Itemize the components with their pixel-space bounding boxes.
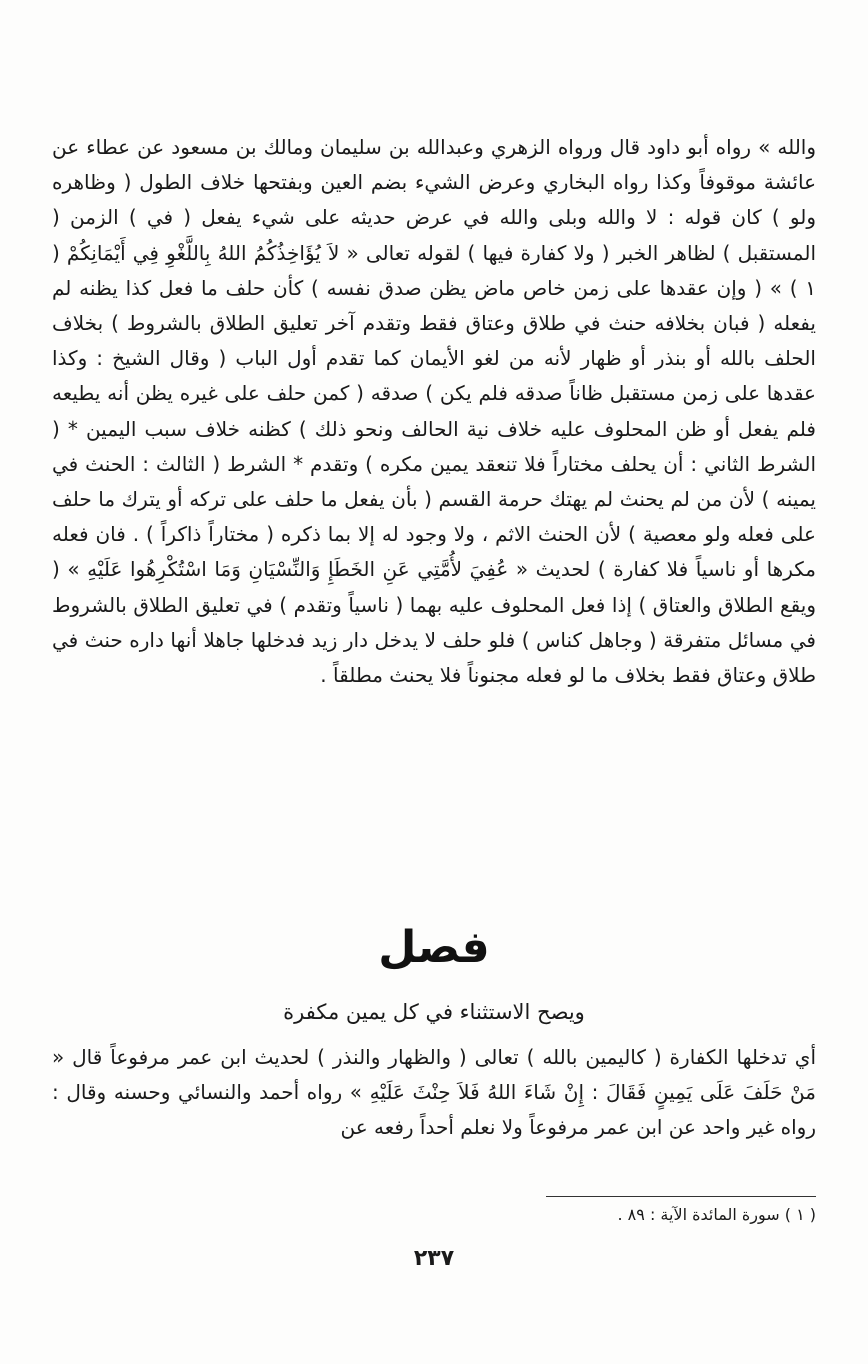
section-subtitle: ويصح الاستثناء في كل يمين مكفرة [283,1000,585,1024]
section-title: فصل [378,922,490,973]
page-number: ٢٣٧ [413,1246,455,1271]
section-paragraph: أي تدخلها الكفارة ( كاليمين بالله ) تعالى ( والظهار والنذر ) لحديث ابن عمر مرفوعاً قال « مَنْ حَلَفَ عَلَى يَمِينٍ فَقَالَ : إِنْ شَاءَ اللهُ فَلاَ حِنْثَ عَلَيْهِ » رواه أحمد والنسائي وحسنه وقال : رواه غير واحد عن ابن عمر مرفوعاً ولا نعلم أحداً رفعه عن [52,1045,816,1140]
main-text-block [52,130,816,693]
footnote-divider [546,1196,816,1197]
section-text-block [52,1040,816,1146]
main-paragraph: والله » رواه أبو داود قال ورواه الزهري وعبدالله بن سليمان ومالك بن مسعود عن عطاء عن عائشة موقوفاً وكذا رواه البخاري وعرض الشيء بضم العين وبفتحها خلاف الطول ( وظاهره ولو ) كان قوله : لا والله وبلى والله في عرض حديثه على شيء يفعل ( في ) الزمن ( المستقبل ) لظاهر الخبر ( ولا كفارة فيها ) لقوله تعالى « لاَ يُؤَاخِذُكُمُ اللهُ بِاللَّغْوِ فِي أَيْمَانِكُمْ ( ١ ) » ( وإن عقدها على زمن خاص ماض يظن صدق نفسه ) كأن حلف ما فعل كذا يظنه لم يفعله ( فبان بخلافه حنث في طلاق وعتاق فقط وتقدم آخر تعليق الطلاق بالشروط ) بخلاف الحلف بالله أو بنذر أو ظهار لأنه من لغو الأيمان كما تقدم أول الباب ( وقال الشيخ : وكذا عقدها على زمن مستقبل ظاناً صدقه فلم يكن ) صدقه ( كمن حلف على غيره يظن أنه يطيعه فلم يفعل أو ظن المحلوف عليه خلاف نية الحالف ونحو ذلك ) كظنه خلاف سبب اليمين * ( الشرط الثاني : أن يحلف مختاراً فلا تنعقد يمين مكره ) وتقدم * الشرط ( الثالث : الحنث في يمينه ) لأن من لم يحنث لم يهتك حرمة القسم ( بأن يفعل ما حلف على تركه أو يترك ما حلف على فعله ولو معصية ) لأن الحنث الاثم ، ولا وجود له إلا بما ذكره ( مختاراً ذاكراً ) . فان فعله مكرها أو ناسياً فلا كفارة ) لحديث « عُفِيَ لأُمَّتِي عَنِ الخَطَإِ وَالنِّسْيَانِ وَمَا اسْتُكْرِهُوا عَلَيْهِ » ( ويقع الطلاق والعتاق ) إذا فعل المحلوف عليه بهما ( ناسياً وتقدم ) في تعليق الطلاق بالشروط في مسائل متفرقة ( وجاهل كناس ) فلو حلف لا يدخل دار زيد فدخلها جاهلا أنها داره حنث في طلاق وعتاق فقط بخلاف ما لو فعله مجنوناً فلا يحنث مطلقاً . [52,135,816,688]
footnote: ( ١ ) سورة المائدة الآية : ٨٩ . [617,1205,816,1224]
